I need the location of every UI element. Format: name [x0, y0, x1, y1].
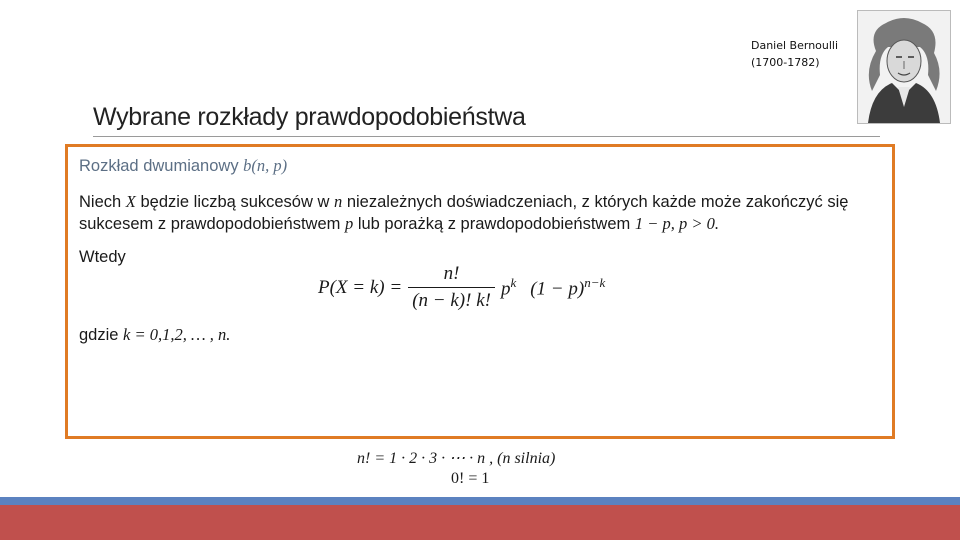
formula-lhs: P(X = k) =: [318, 276, 403, 298]
definition-paragraph: [79, 191, 891, 235]
portrait-illustration: [858, 11, 950, 123]
zero-factorial-note: 0! = 1: [451, 470, 490, 487]
para-part-4: lub porażką z prawdopodobieństwem: [357, 215, 631, 233]
caption-years: (1700-1782): [751, 56, 820, 69]
wtedy-label: Wtedy: [79, 248, 126, 266]
para-part-2: będzie liczbą sukcesów w: [140, 193, 330, 211]
slide-title: Wybrane rozkłady prawdopodobieństwa: [93, 103, 526, 131]
pk-exponent: k: [510, 274, 517, 290]
pk-base: p: [500, 278, 511, 300]
fraction-denominator: (n − k)! k!: [408, 287, 495, 312]
fraction-numerator: n!: [443, 263, 460, 284]
var-p: p: [344, 214, 354, 233]
box-heading-math: b(n, p): [243, 156, 288, 175]
formula-fraction: [408, 263, 495, 312]
var-x: X: [125, 192, 136, 211]
binomial-formula: [318, 263, 605, 312]
definition-box: [65, 144, 895, 439]
box-heading: [79, 156, 287, 176]
factorial-note: n! = 1 · 2 · 3 · ⋯ · n , (n silnia): [357, 450, 556, 467]
condition-math: 1 − p, p > 0.: [634, 214, 719, 233]
footer-band-red: [0, 505, 960, 540]
para-part-3: niezależnych doświadczeniach, z których każde może zakończyć się sukcesem z prawdopodobieństwem: [79, 193, 849, 233]
caption-name: Daniel Bernoulli: [751, 39, 839, 52]
portrait-caption: [751, 37, 838, 71]
para-part-1: Niech: [79, 193, 122, 211]
gdzie-math: k = 0,1,2, … , n.: [123, 325, 231, 344]
q-term: [530, 275, 605, 300]
pk-term: [501, 275, 516, 300]
var-n: n: [333, 192, 343, 211]
q-base: (1 − p): [530, 278, 585, 300]
box-heading-text: Rozkład dwumianowy: [79, 157, 239, 175]
title-divider: [93, 136, 880, 137]
bernoulli-portrait: [858, 11, 950, 123]
footer-band-blue: [0, 497, 960, 505]
gdzie-label: gdzie: [79, 326, 119, 344]
gdzie-line: [79, 325, 230, 345]
q-exponent: n−k: [584, 274, 606, 290]
